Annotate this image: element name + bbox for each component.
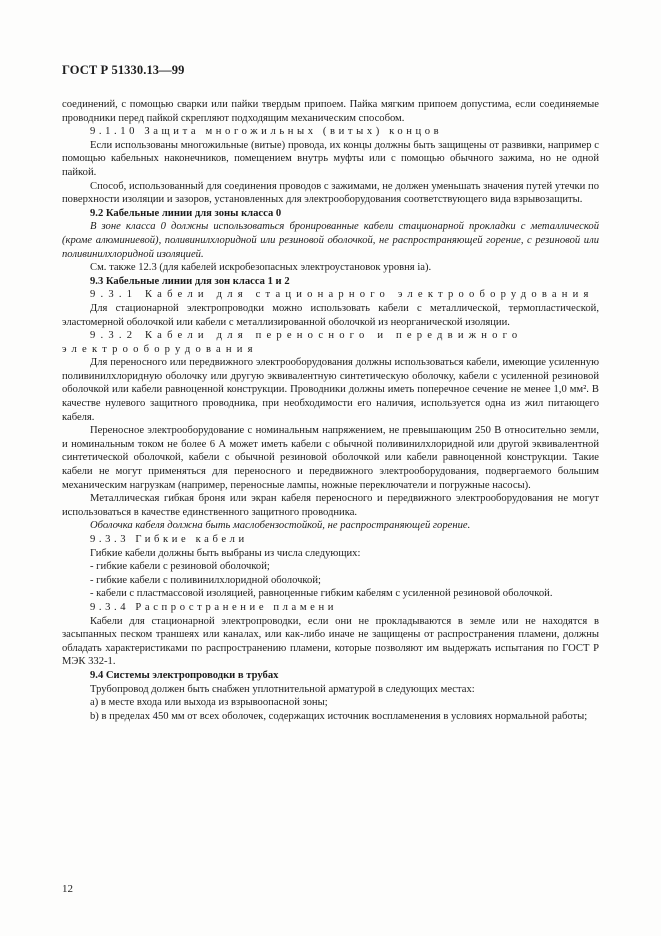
page-number: 12	[62, 883, 73, 895]
clause-heading: 9.3.2 Кабели для переносного и передвижного электрооборудования	[62, 330, 523, 355]
clause-heading: 9.3.1 Кабели для стационарного электрооборудования	[90, 289, 594, 301]
list-item: а) в месте входа или выхода из взрывоопасной зоны;	[90, 697, 328, 709]
paragraph: Переносное электрооборудование с номинальным напряжением, не превышающим 250 В относительно земли, и номинальным током не более 6 А может иметь кабели с обычной поливинилхлоридной или другой эквивалентной синтетической оболочкой, кабели с обычной резиновой оболочкой или кабели равноценной конструкции. Такие кабели не могут применяться для переносного и передвижного электрооборудования, подвергаемого большим механическим нагрузкам (например, переносные лампы, ножные переключатели и погружные насосы).	[62, 425, 599, 491]
section-heading: 9.3 Кабельные линии для зон класса 1 и 2	[90, 275, 290, 287]
clause-heading: 9.3.3 Гибкие кабели	[90, 534, 248, 545]
paragraph: Для стационарной электропроводки можно использовать кабели с металлической, термопластической, эластомерной оболочкой или кабели с металлизированной оболочкой из неорганической изоляции.	[62, 302, 599, 328]
paragraph: См. также 12.3 (для кабелей искробезопасных электроустановок уровня ia).	[90, 262, 432, 274]
paragraph: Если использованы многожильные (витые) провода, их концы должны быть защищены от развивки, например с помощью кабельных наконечников, помещением внутрь муфты или с помощью обычного зажима, но не одной пайкой.	[62, 139, 599, 178]
paragraph: соединений, с помощью сварки или пайки твердым припоем. Пайка мягким припоем допустима, если соединяемые проводники перед пайкой скрепляют подходящим механическим способом.	[62, 99, 599, 124]
page-header: ГОСТ Р 51330.13—99	[62, 63, 185, 77]
list-item: - гибкие кабели с поливинилхлоридной оболочкой;	[90, 574, 321, 586]
document-body	[62, 98, 599, 723]
list-item: - гибкие кабели с резиновой оболочкой;	[90, 561, 270, 573]
paragraph: Оболочка кабеля должна быть маслобензостойкой, не распространяющей горение.	[90, 520, 471, 532]
list-item: b) в пределах 450 мм от всех оболочек, содержащих источник воспламенения в условиях нормальной работы;	[90, 710, 588, 722]
section-heading: 9.4 Системы электропроводки в трубах	[90, 669, 279, 681]
paragraph: Способ, использованный для соединения проводов с зажимами, не должен уменьшать значения путей утечки по поверхности изоляции и зазоров, установленных для электрооборудования соответствующего вида взрывозащиты.	[62, 180, 599, 206]
paragraph: В зоне класса 0 должны использоваться бронированные кабели стационарной прокладки с металлической (кроме алюминиевой), поливинилхлоридной или резиновой оболочкой, не распространяющей горение, с резиновой или поливинилхлоридной изоляцией.	[62, 221, 599, 260]
paragraph: Металлическая гибкая броня или экран кабеля переносного и передвижного электрооборудования не могут использоваться в качестве единственного защитного проводника.	[62, 493, 599, 518]
section-heading: 9.2 Кабельные линии для зоны класса 0	[90, 207, 282, 219]
clause-heading: 9.3.4 Распространение пламени	[90, 601, 337, 613]
clause-heading: 9.1.10 Защита многожильных (витых) концов	[90, 126, 443, 138]
paragraph: Трубопровод должен быть снабжен уплотнительной арматурой в следующих местах:	[90, 683, 475, 695]
list-item: - кабели с пластмассовой изоляцией, равноценные гибким кабелям с усиленной резиновой оболочкой.	[90, 588, 553, 600]
paragraph: Гибкие кабели должны быть выбраны из числа следующих:	[90, 547, 361, 559]
paragraph: Для переносного или передвижного электрооборудования должны использоваться кабели, имеющие усиленную поливинилхлоридную оболочку или другую эквивалентную синтетическую оболочку, кабели с усиленной резиновой оболочкой или кабели равноценной конструкции. Проводники должны иметь поперечное сечение не менее 1,0 мм². В качестве нулевого защитного проводника, при необходимости его наличия, используется одна из жил питающего кабеля.	[62, 357, 599, 423]
paragraph: Кабели для стационарной электропроводки, если они не прокладываются в земле или не находятся в засыпанных песком траншеях или каналах, или как-либо иначе не защищены от распространения пламени, должны обладать характеристиками по распространению пламени, которые позволяют им выдержать испытания по ГОСТ Р МЭК 332-1.	[62, 615, 599, 668]
